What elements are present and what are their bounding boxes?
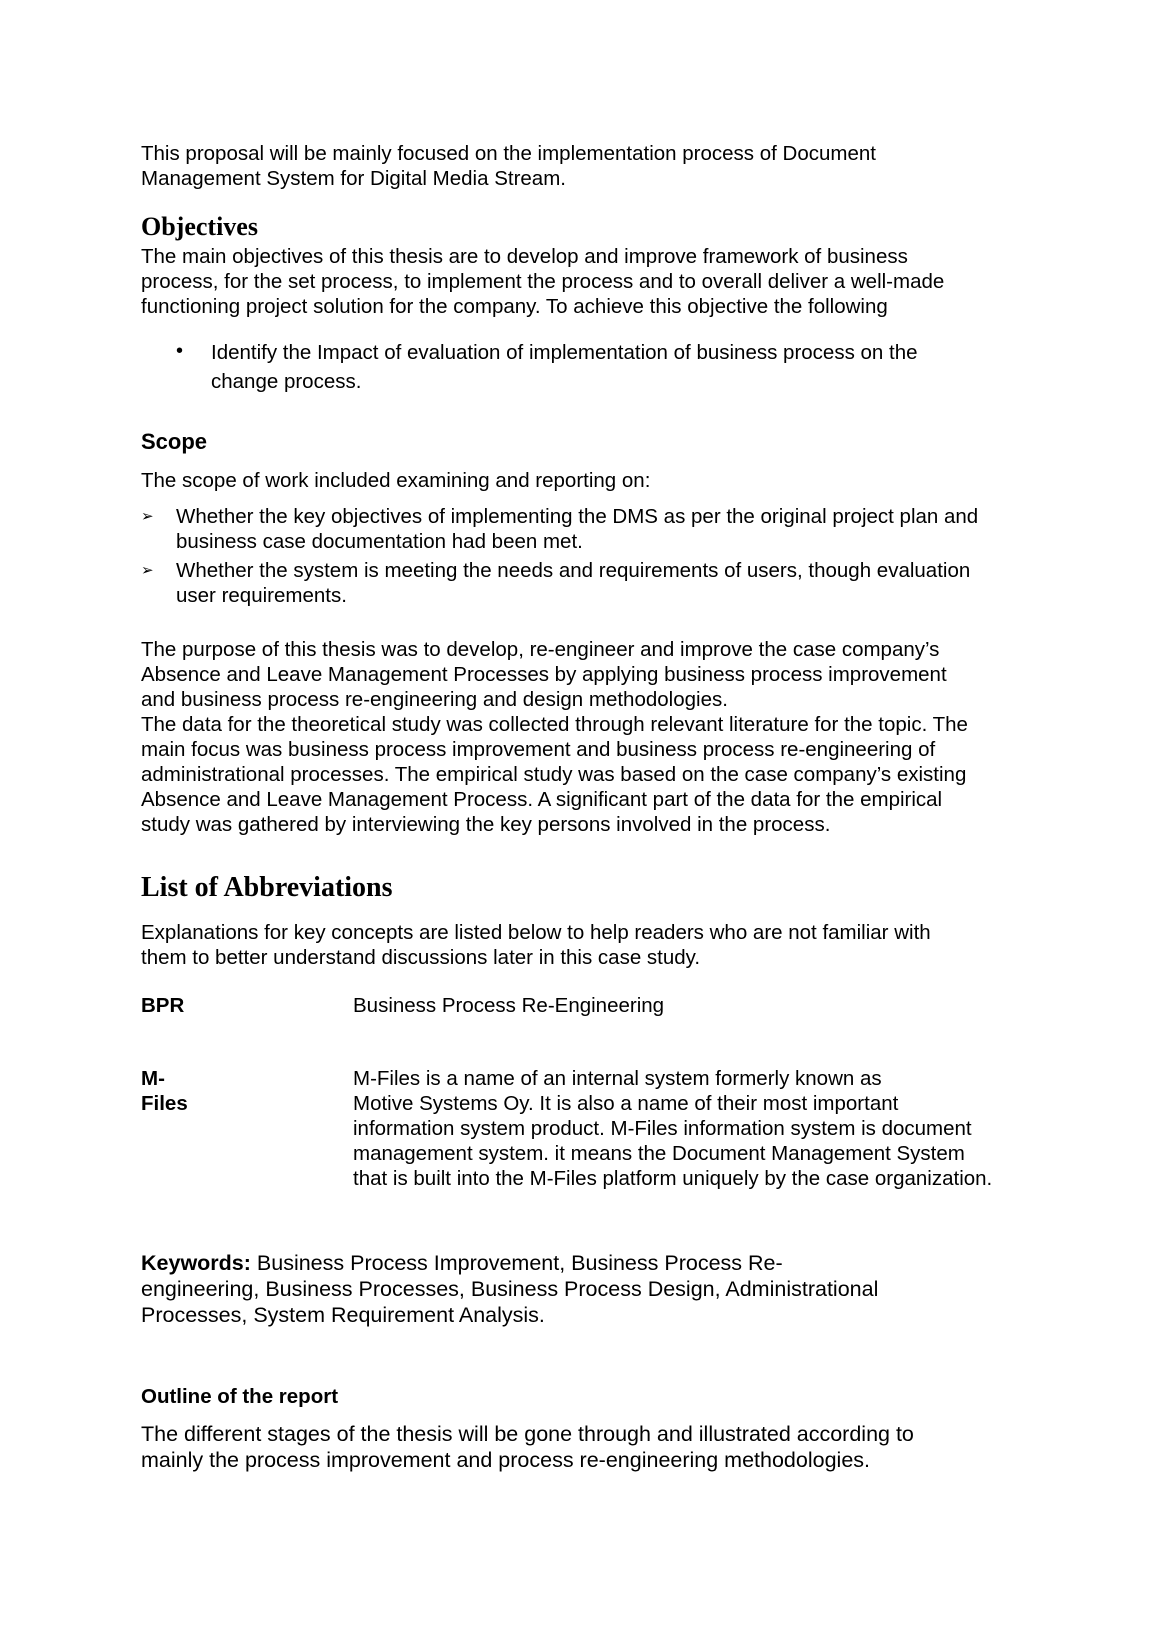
arrow-bullet-icon: ➢ bbox=[141, 562, 154, 579]
purpose-line: Absence and Leave Management Process. A significant part of the data for the empirical bbox=[141, 788, 943, 811]
outline-line: mainly the process improvement and process re-engineering methodologies. bbox=[141, 1448, 870, 1472]
definition-line: M-Files is a name of an internal system formerly known as bbox=[353, 1067, 882, 1090]
definition-line: that is built into the M-Files platform uniquely by the case organization. bbox=[353, 1167, 993, 1190]
abbreviations-intro bbox=[141, 920, 931, 970]
purpose-line: main focus was business process improvement and business process re-engineering of bbox=[141, 738, 936, 761]
abbreviation-definition: Business Process Re-Engineering bbox=[353, 994, 665, 1017]
purpose-line: and business process re-engineering and design methodologies. bbox=[141, 688, 728, 711]
outline-paragraph bbox=[141, 1421, 914, 1473]
purpose-line: The data for the theoretical study was collected through relevant literature for the topic. The bbox=[141, 713, 968, 736]
abbreviation-term: M-Files bbox=[141, 1067, 188, 1115]
bullet-line: change process. bbox=[211, 370, 362, 393]
purpose-line: study was gathered by interviewing the key persons involved in the process. bbox=[141, 813, 831, 836]
definition-line: management system. it means the Document Management System bbox=[353, 1142, 965, 1165]
purpose-line: Absence and Leave Management Processes by applying business process improvement bbox=[141, 663, 947, 686]
keywords-paragraph bbox=[141, 1250, 878, 1328]
objectives-line: functioning project solution for the company. To achieve this objective the following bbox=[141, 295, 888, 318]
scope-item-line: Whether the key objectives of implementing the DMS as per the original project plan and bbox=[176, 505, 979, 528]
intro-paragraph bbox=[141, 141, 876, 191]
bullet-icon: • bbox=[176, 340, 184, 362]
abbreviation-term: BPR bbox=[141, 994, 185, 1017]
objectives-line: process, for the set process, to implement the process and to overall deliver a well-made bbox=[141, 270, 945, 293]
arrow-bullet-icon: ➢ bbox=[141, 508, 154, 525]
keywords-text: Business Process Improvement, Business Process Re- bbox=[250, 1251, 783, 1275]
purpose-line: administrational processes. The empirical study was based on the case company’s existing bbox=[141, 763, 967, 786]
intro-line: This proposal will be mainly focused on the implementation process of Document bbox=[141, 142, 876, 165]
purpose-line: The purpose of this thesis was to develop, re-engineer and improve the case company’s bbox=[141, 638, 940, 661]
intro-line: Management System for Digital Media Stream. bbox=[141, 167, 566, 190]
keywords-line: Processes, System Requirement Analysis. bbox=[141, 1303, 545, 1327]
purpose-paragraph bbox=[141, 637, 968, 837]
definition-line: information system product. M-Files information system is document bbox=[353, 1117, 972, 1140]
abbreviations-heading: List of Abbreviations bbox=[141, 872, 393, 903]
outline-line: The different stages of the thesis will be gone through and illustrated according to bbox=[141, 1422, 914, 1446]
abbreviation-definition bbox=[353, 1066, 992, 1191]
keywords-label: Keywords: bbox=[141, 1251, 251, 1275]
scope-item-line: user requirements. bbox=[176, 584, 347, 607]
keywords-line: engineering, Business Processes, Business Process Design, Administrational bbox=[141, 1277, 879, 1301]
scope-intro: The scope of work included examining and reporting on: bbox=[141, 469, 651, 492]
abbreviations-intro-line: Explanations for key concepts are listed below to help readers who are not familiar with bbox=[141, 921, 931, 944]
keywords-line bbox=[141, 1250, 878, 1276]
objectives-paragraph bbox=[141, 244, 944, 319]
scope-heading: Scope bbox=[141, 429, 208, 454]
outline-heading: Outline of the report bbox=[141, 1385, 339, 1408]
objectives-heading: Objectives bbox=[141, 212, 258, 241]
scope-item-line: business case documentation had been met. bbox=[176, 530, 583, 553]
bullet-line: Identify the Impact of evaluation of implementation of business process on the bbox=[211, 341, 918, 364]
scope-item-line: Whether the system is meeting the needs and requirements of users, though evaluation bbox=[176, 559, 971, 582]
objectives-line: The main objectives of this thesis are to develop and improve framework of business bbox=[141, 245, 908, 268]
abbreviations-intro-line: them to better understand discussions later in this case study. bbox=[141, 946, 701, 969]
definition-line: Motive Systems Oy. It is also a name of their most important bbox=[353, 1092, 899, 1115]
